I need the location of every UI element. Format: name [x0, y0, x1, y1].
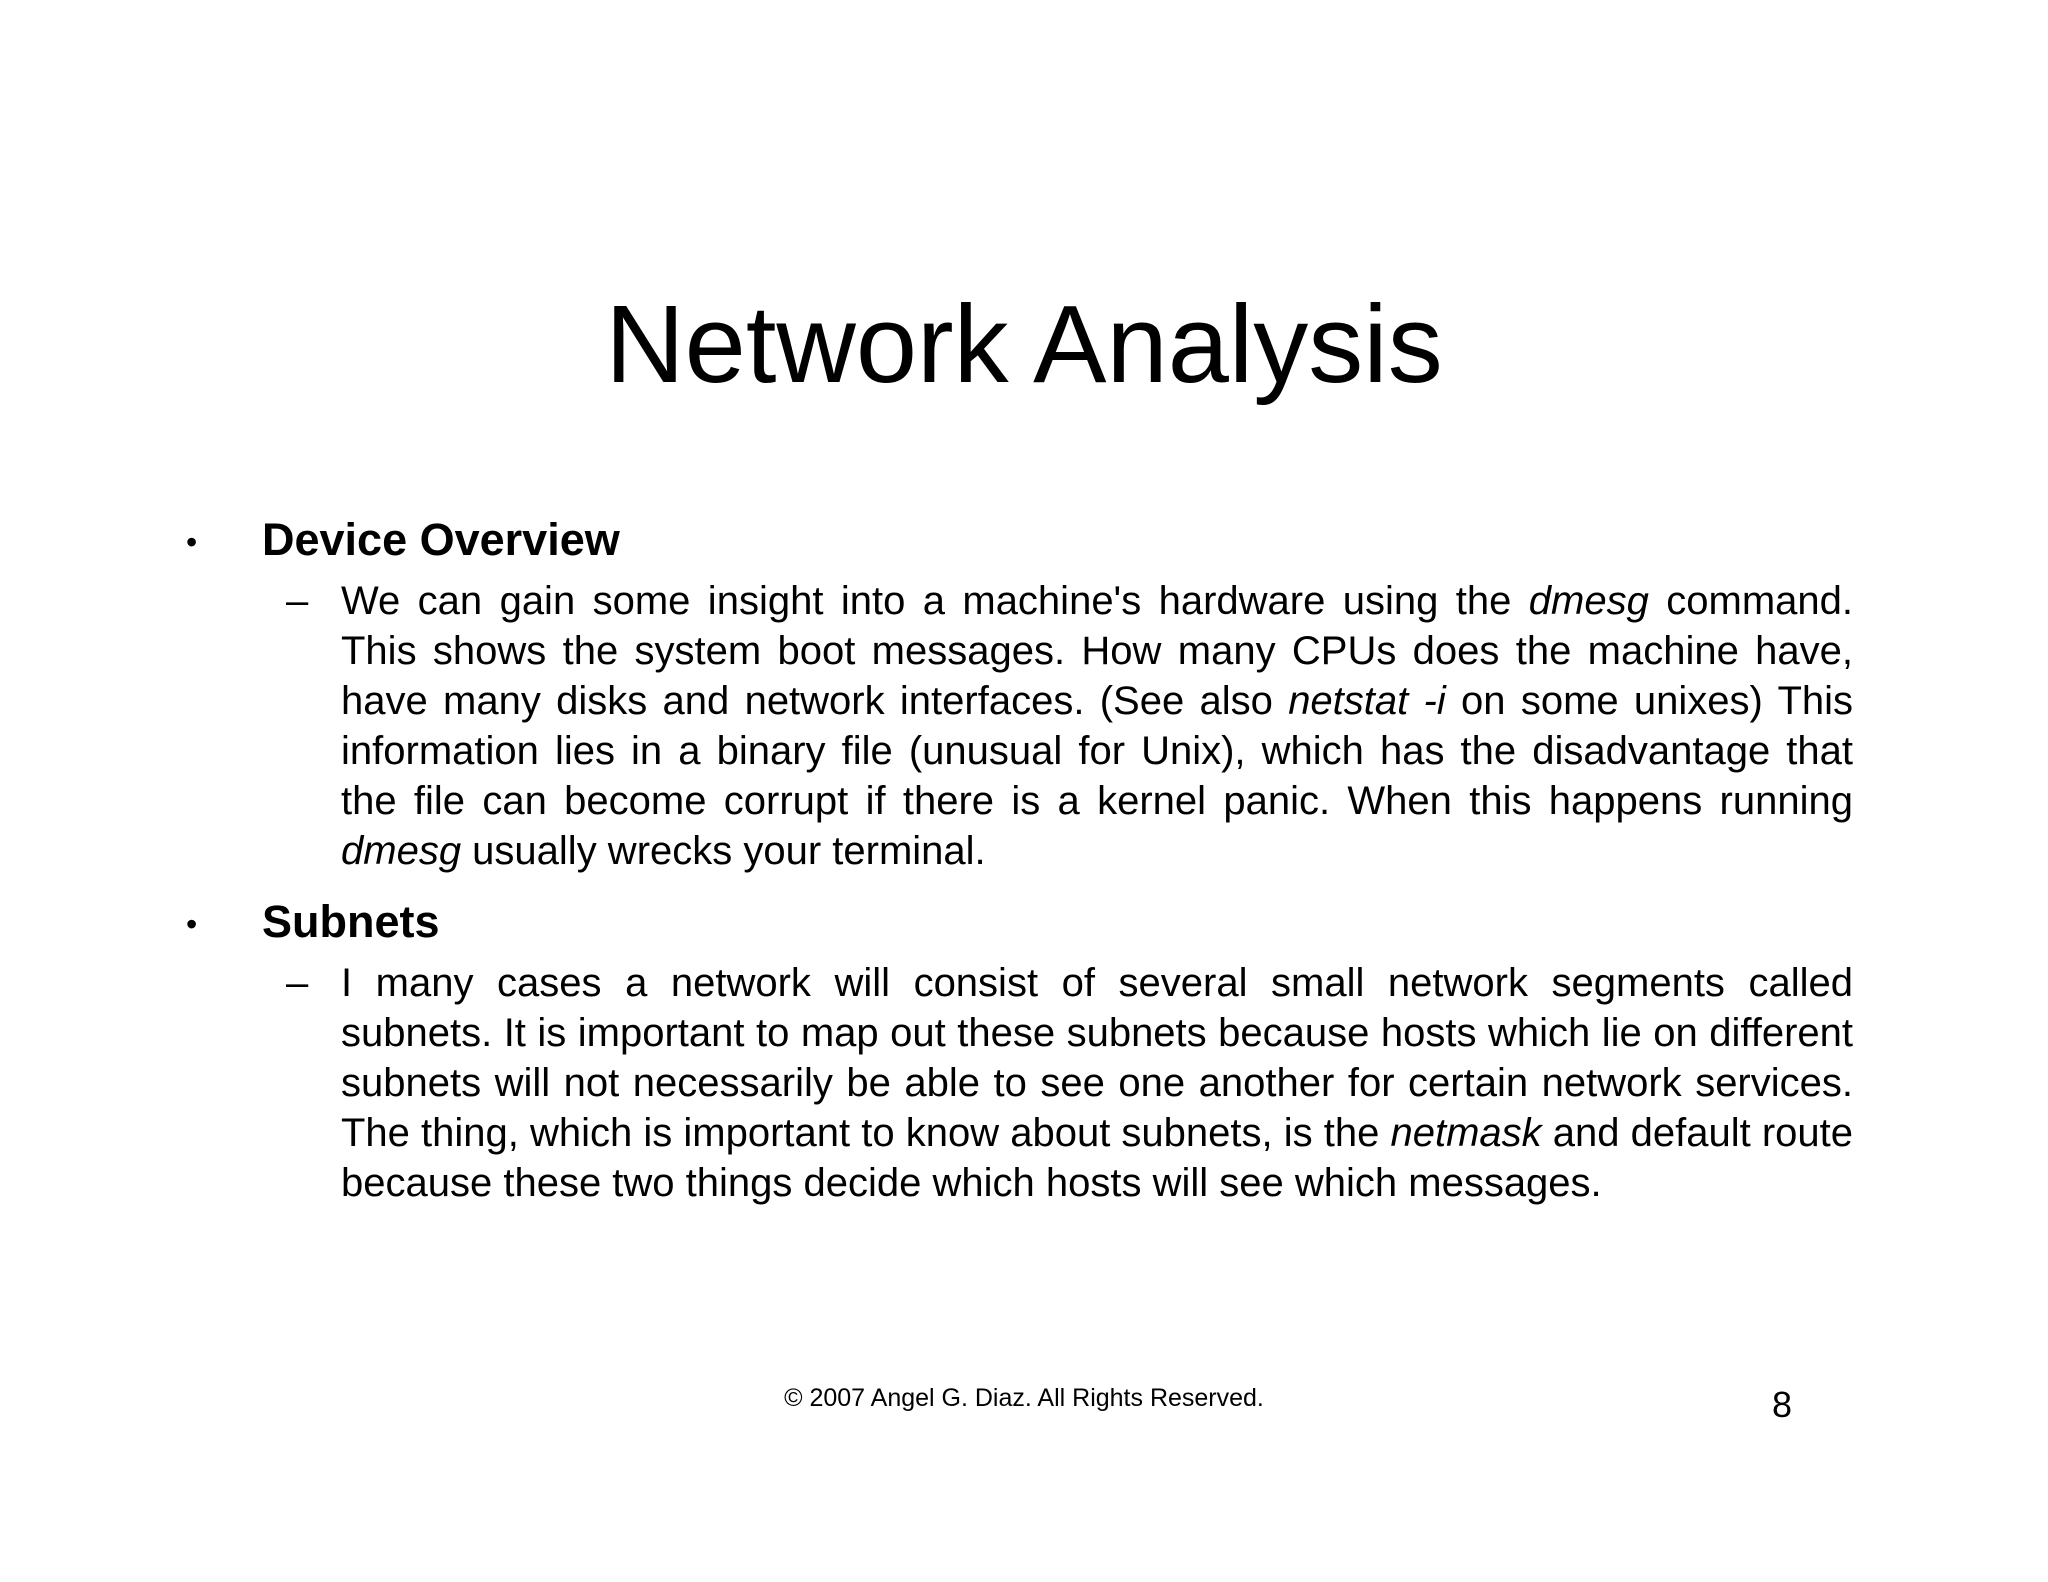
sub-bullet-marker: –: [286, 961, 309, 1005]
term-text: netmask: [1390, 1111, 1542, 1155]
text-run: on some unixes) This information lies in a binary file (unusual for Unix), which has the disadvantage that the file can become corrupt if there is a kernel panic. When this happens running: [341, 679, 1854, 823]
slide-title: Network Analysis: [605, 283, 1443, 406]
text-run: command. This shows the system boot messages. How many CPUs does the machine have, have many disks and network interfaces. (See also: [341, 579, 1853, 723]
bullet-device-overview: [186, 508, 1866, 876]
bullet-marker: •: [186, 524, 198, 560]
spacer: [186, 876, 1866, 890]
bullet-subnets: [186, 890, 1866, 1208]
bullet-marker: •: [186, 906, 198, 942]
command-text: dmesg: [1528, 579, 1649, 623]
bullet-heading: Subnets: [262, 896, 440, 947]
bullet-heading: Device Overview: [262, 514, 620, 565]
bullet-header: [186, 508, 1866, 576]
text-run: We can gain some insight into a machine's hardware using the: [341, 579, 1529, 623]
sub-bullet-text: [341, 958, 1853, 1208]
command-text: dmesg: [341, 829, 462, 873]
sub-bullet-text: [341, 576, 1853, 876]
page-number: 8: [1772, 1384, 1793, 1425]
text-run: and default route because these two things decide which hosts will see which messages.: [341, 1111, 1853, 1205]
copyright-footer: © 2007 Angel G. Diaz. All Rights Reserved.: [784, 1384, 1264, 1412]
sub-bullet: [186, 958, 1853, 1208]
sub-bullet: [186, 576, 1854, 876]
bullet-list: [186, 508, 1866, 1208]
sub-bullet-marker: –: [286, 579, 309, 623]
bullet-header: [186, 890, 1866, 958]
command-text: netstat -i: [1288, 679, 1446, 723]
text-run: usually wrecks your terminal.: [461, 829, 986, 873]
text-run: I many cases a network will consist of several small network segments called subnets. It is important to map out these subnets because hosts which lie on different subnets will not necessarily be able to see one another for certain network services. The thing, which is important to know about subnets, is the: [341, 961, 1853, 1155]
